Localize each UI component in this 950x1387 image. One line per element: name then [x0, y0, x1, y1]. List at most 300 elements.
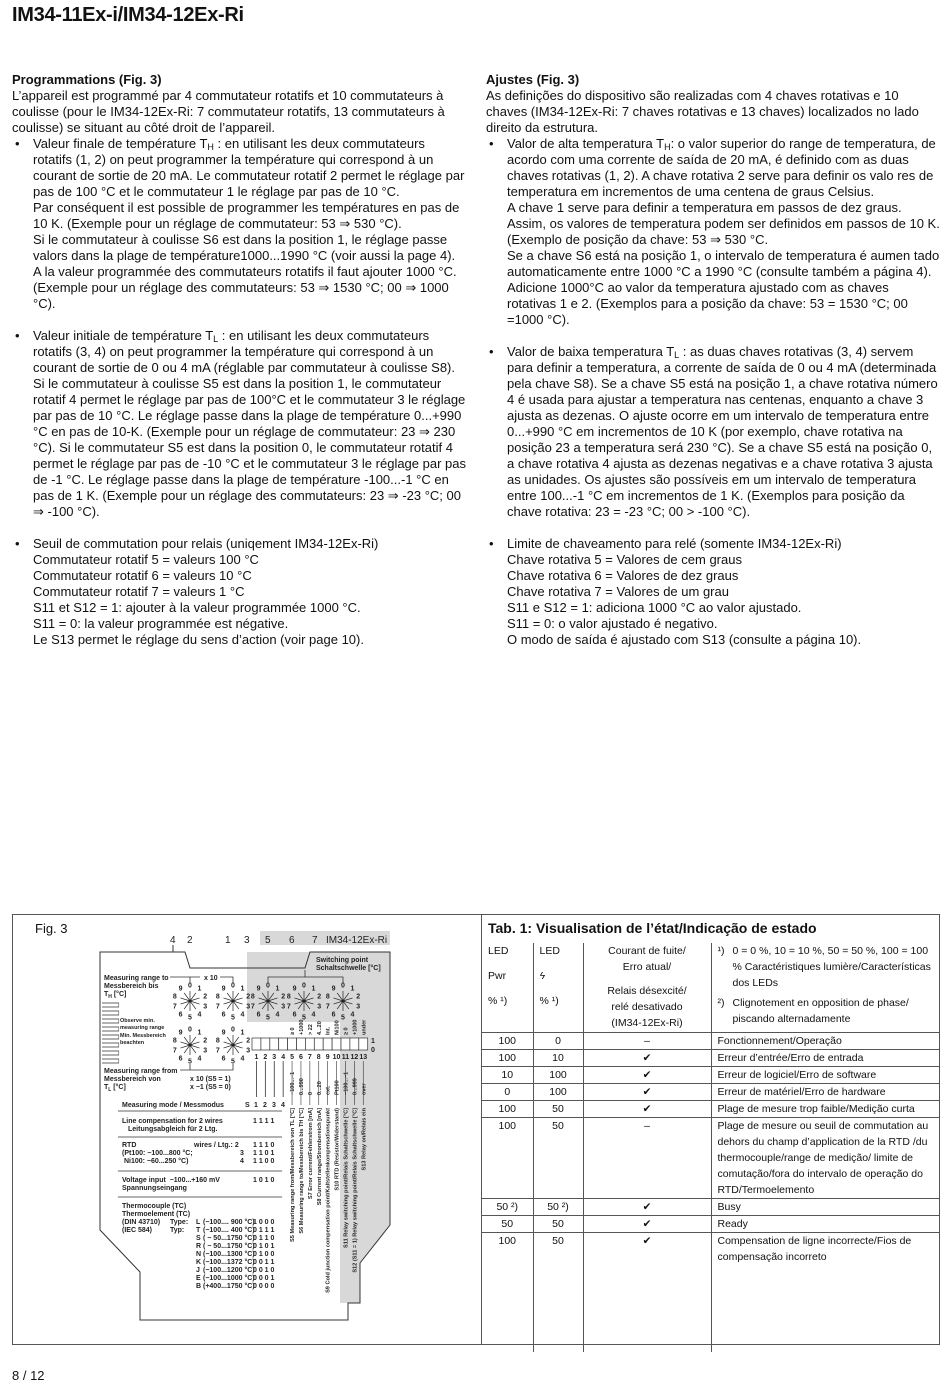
tc-type: S: [196, 1235, 201, 1242]
dial-digit: 0: [266, 982, 270, 990]
rtd-wires: wires / Ltg.: 2: [194, 1142, 239, 1149]
dial-digit: 0: [188, 1026, 192, 1034]
code: 1 0 1 0: [253, 1177, 275, 1184]
slide-switch: [305, 1038, 314, 1050]
dial-digit: 4: [240, 1011, 245, 1019]
switch-top-label: +1000: [298, 1019, 305, 1035]
text-line: Limite de chaveamento para relé (somente IM34-12Ex-Ri): [507, 536, 842, 551]
code: 1 1 0 0: [253, 1158, 275, 1165]
subscript: L: [674, 350, 680, 360]
slide-switch: [252, 1038, 261, 1050]
dial-digit: 1: [350, 985, 355, 993]
text-line: O modo de saída é ajustado com S13 (consulte a página 10).: [507, 632, 862, 647]
dial-digit: 7: [250, 1003, 255, 1011]
switch-bottom-label: Pt100: [334, 1080, 341, 1095]
slide-switch: [261, 1038, 270, 1050]
dial-digit: 9: [178, 985, 183, 993]
tc-type: E: [196, 1275, 201, 1282]
table-row: [482, 1215, 940, 1232]
s-switch-label: S13 Relay on/Relais ein: [361, 1108, 368, 1171]
dial-digit: 3: [317, 1003, 322, 1011]
s-switch-label: S7 Error current/Fehlerstrom [mA]: [307, 1108, 314, 1200]
text-line: S11 et S12 = 1: ajouter à la valeur programmée 1000 °C.: [33, 600, 361, 615]
portuguese-column: [486, 72, 941, 648]
dial-number: 4: [170, 935, 176, 946]
code: 1 1 1 0: [253, 1142, 275, 1149]
switch-top-label: Int.: [325, 1026, 332, 1035]
dial-digit: 1: [240, 985, 245, 993]
table-row: [482, 1049, 940, 1066]
pwr-cell: 100: [482, 1232, 533, 1352]
dial-digit: 1: [197, 985, 202, 993]
code: 0 1 1 0: [253, 1235, 275, 1242]
text-line: Le S13 permet le réglage du sens d’action (voir page 10).: [33, 632, 364, 647]
tc-range: (−100...1300 °C): [203, 1251, 255, 1258]
tc-type: R: [196, 1243, 202, 1250]
dial-digit: 3: [246, 1003, 251, 1011]
description-cell: Plage de mesure trop faible/Medição curta: [711, 1100, 940, 1117]
tc-range: (−100...1372 °C): [203, 1259, 255, 1266]
dial-digit: 5: [188, 1014, 192, 1022]
french-column: [12, 72, 467, 648]
rotary-switch: [173, 983, 207, 1022]
dial-number: 1: [225, 935, 231, 946]
relay-cell: –: [583, 1117, 711, 1198]
code: 0 0 0 1: [253, 1275, 275, 1282]
observe-label: beachten: [120, 1040, 145, 1046]
range-from-label: Messbereich von: [104, 1076, 161, 1083]
code: 1 1 1 1: [253, 1118, 275, 1125]
header-fault-led: LED ϟ % ¹): [533, 943, 583, 1032]
switch-bottom-label: −100...−1: [343, 1071, 350, 1095]
tc-range: ( − 50...1750 °C): [203, 1235, 255, 1242]
text-line: Assim, os valores de temperatura podem ser definidos em passos de 10 K.: [507, 216, 940, 231]
switch-bottom-label: ext.: [325, 1085, 332, 1095]
dial-digit: 4: [240, 1055, 245, 1063]
led-cell: 50: [533, 1100, 583, 1117]
relay-cell: ✔: [583, 1083, 711, 1100]
tc-label: Thermoelement (TC): [122, 1211, 191, 1218]
dial-digit: 2: [317, 993, 322, 1001]
multiplier-label: x 10 (S5 = 1): [190, 1076, 231, 1083]
text-line: Se a chave S6 está na posição 1, o intervalo de temperatura é aumen tado automaticamente entre 1000 °C a 1990 °C (consulte também a página 4). Adicione 1000°C ao valor da temperatura ajustado com as chaves rotativas 1 e 2. (Exemplos para a posição da chave: 53 = 1530 °C; 00 =1000 °C).: [507, 248, 940, 327]
voltage-label: Voltage input −100...+160 mV: [122, 1177, 220, 1184]
dial-digit: 3: [203, 1003, 208, 1011]
slide-switch: [314, 1038, 323, 1050]
multiplier-label: x 10: [204, 975, 218, 982]
dial-digit: 3: [203, 1047, 208, 1055]
tc-range: ( − 50...1750 °C): [203, 1243, 255, 1250]
dial-digit: 9: [221, 1029, 226, 1037]
switch-number: 7: [307, 1054, 312, 1061]
mode-col: S: [245, 1102, 250, 1109]
slide-switch: [350, 1038, 359, 1050]
tc-range: (−100.... 900 °C): [203, 1219, 255, 1226]
observe-label: measuring range: [120, 1025, 165, 1031]
dial-digit: 4: [197, 1055, 202, 1063]
section-heading: Ajustes (Fig. 3): [486, 72, 580, 87]
text-line: A la valeur programmée des commutateurs rotatifs il faut ajouter 1000 °C.: [33, 264, 457, 279]
switch-bottom-label: 0...990: [298, 1078, 305, 1095]
s-switch-label: S8 Current range/Strombereich [mA]: [316, 1108, 323, 1206]
description-cell: Fonctionnement/Operação: [711, 1032, 940, 1049]
bullet-tl: • Valeur initiale de température $T_L$ : en utilisant les deux commutateurs rotatifs (3, 4) on peut programmer la température qui correspond à un courant de sortie de 0 ou 4 mA (réglable par commutateur à coulisse S8). Si le commutateur à coulisse S5 est dans la position 1, le commutateur rotatif 4 permet le réglage par pas de 100°C et le commutateur 3 le réglage par pas de 10 °C. Le réglage passe dans la plage de température 0...+990 °C en pas de 10-K. (Exemple pour un réglage de commutateur: 23 ⇒ 230 °C). Si le commutateur S5 est dans la position 0, le commutateur rotatif 4 permet le réglage par pas de -10 °C et le commutateur 3 le réglage par pas de -1 °C. Le réglage passe dans la plage de température -100...-1 °C en pas de 1 K. (Exemple pour un réglage des commutateurs: 23 ⇒ -23 °C; 00 ⇒ -100 °C).: [15, 328, 466, 519]
bullet-relay: • Seuil de commutation pour relais (uniqement IM34-12Ex-Ri) Commutateur rotatif 5 = valeurs 100 °C Commutateur rotatif 6 = valeurs 10 °C Commutateur rotatif 7 = valeurs 1 °C S11 et S12 = 1: ajouter à la valeur programmée 1000 °C. S11 = 0: la valeur programmée est négative. Le S13 permet le réglage du sens d’action (voir page 10).: [12, 536, 467, 648]
switch-number: 1: [254, 1054, 259, 1061]
dial-digit: 1: [197, 1029, 202, 1037]
status-table: [482, 915, 940, 1345]
text-line: Commutateur rotatif 5 = valeurs 100 °C: [33, 552, 259, 567]
slide-switch: [359, 1038, 368, 1050]
text: Valor de alta temperatura T: [507, 136, 665, 151]
dial-digit: 5: [188, 1058, 192, 1066]
pwr-cell: 100: [482, 1032, 533, 1049]
code: 0 1 0 0: [253, 1251, 275, 1258]
text-line: S11 = 0: la valeur programmée est négative.: [33, 616, 289, 631]
table-row: [482, 1198, 940, 1215]
pwr-cell: 10: [482, 1066, 533, 1083]
lightning-icon: ϟ: [539, 970, 546, 982]
switch-top-label: ≥ 0: [343, 1027, 350, 1035]
slide-switch: [279, 1038, 288, 1050]
rtd-wires: 4: [240, 1158, 244, 1165]
intro-paragraph: L’appareil est programmé par 4 commutateur rotatifs et 10 commutateurs à coulisse (pour le IM34-12Ex-Ri: 7 commutateur rotatifs, 13 commutateurs à coulisse) se situant au côté droit de l’appareil.: [12, 88, 445, 135]
text-line: Chave rotativa 6 = Valores de dez graus: [507, 568, 739, 583]
pwr-cell: 50 ²): [482, 1198, 533, 1215]
text: : en utilisant les deux commutateurs rotatifs (1, 2) on peut programmer la température qui correspond à un courant de sortie de 20 mA. Le commutateur rotatif 2 permet le réglage par pas de 100 °C et le commutateur 1 le réglage par pas de 10 °C.: [33, 136, 465, 199]
tc-type: K: [196, 1259, 202, 1266]
switch-number: 13: [359, 1054, 368, 1061]
switch-top-label: +1000: [352, 1019, 359, 1035]
description-cell: Plage de mesure ou seuil de commutation au dehors du champ d’application de la RTD /du thermocouple/range de medição/ limite de comutação/fora do intervalo de operação do RTD/Termoelemento: [711, 1117, 940, 1198]
dial-digit: 6: [292, 1011, 297, 1019]
dial-digit: 9: [256, 985, 261, 993]
bullet-th: • Valeur finale de température $T_H$ : en utilisant les deux commutateurs rotatifs (1, 2) on peut programmer la température qui correspond à un courant de sortie de 20 mA. Le commutateur rotatif 2 permet le réglage par pas de 100 °C et le commutateur 1 le réglage par pas de 10 °C. Par conséquent il est possible de programmer les températures en pas de 10 K. (Exemple pour un réglage de commutateur: 53 ⇒ 530 °C). Si le commutateur à coulisse S6 est dans la position 1, le réglage passe valors dans la plage de température1000...1990 °C (voir aussi la page 4). A la valeur programmée des commutateurs rotatifs il faut ajouter 1000 °C. (Exemple pour un réglage des commutateurs: 53 ⇒ 1530 °C; 00 ⇒ 1000 °C).: [12, 136, 467, 312]
text-line: Commutateur rotatif 7 = valeurs 1 °C: [33, 584, 245, 599]
switch-number: 10: [332, 1054, 341, 1061]
switch-bottom-label: 0...20: [316, 1081, 323, 1095]
header-pwr: LED Pwr % ¹): [488, 945, 509, 1007]
table-row: [482, 1232, 940, 1352]
voltage-label: Spannungseingang: [122, 1185, 187, 1192]
dial-number: 7: [312, 935, 318, 946]
tc-type: T: [196, 1227, 201, 1234]
text-line: Si le commutateur à coulisse S6 est dans la position 1, le réglage passe valors dans la plage de température1000...1990 °C (voir aussi la page 4).: [33, 232, 456, 263]
description-cell: Ready: [711, 1215, 940, 1232]
dial-digit: 7: [215, 1003, 220, 1011]
intro-paragraph: As definições do dispositivo são realizadas com 4 chaves rotativas e 10 chaves (IM34-12Ex-Ri: 7 chaves rotativas e 13 chaves) localizados no lado direito da estrutura.: [486, 88, 919, 135]
relay-cell: ✔: [583, 1049, 711, 1066]
switching-point-label: Schaltschwelle [°C]: [316, 965, 381, 972]
dial-digit: 0: [341, 982, 345, 990]
relay-cell: ✔: [583, 1215, 711, 1232]
code: 0 0 1 0: [253, 1267, 275, 1274]
switch-bottom-label: 0: [307, 1091, 314, 1095]
text-line: S11 = 0: o valor ajustado é negativo.: [507, 616, 718, 631]
code: 0 0 1 1: [253, 1259, 275, 1266]
figure-label: Fig. 3: [35, 921, 68, 936]
description-cell: Erreur de matériel/Erro de hardware: [711, 1083, 940, 1100]
relay-cell: ✔: [583, 1232, 711, 1352]
text: Valeur initiale de température T: [33, 328, 214, 343]
dial-digit: 9: [221, 985, 226, 993]
subscript: L: [213, 334, 219, 344]
dial-digit: 2: [281, 993, 286, 1001]
subscript: H: [207, 142, 214, 152]
rtd-label: RTD: [122, 1142, 137, 1149]
switch-position: 1: [371, 1038, 375, 1045]
dial-digit: 7: [215, 1047, 220, 1055]
text-line: Par conséquent il est possible de programmer les températures en pas de 10 K. (Exemple pour un réglage de commutateur: 53 ⇒ 530 °C).: [33, 200, 460, 231]
relay-cell: ✔: [583, 1066, 711, 1083]
dial-digit: 6: [178, 1011, 183, 1019]
pwr-cell: 100: [482, 1100, 533, 1117]
dial-digit: 2: [246, 1037, 251, 1045]
tc-type: B: [196, 1283, 202, 1290]
text: : o valor superior do range de temperatura, de acordo com uma corrente de saída de 20 mA, é definido com as duas chaves rotativas (1, 2). A chave rotativa 2 serve para definir os valo res de temperatura em incrementos de uma centena de graus Celsius.: [507, 136, 936, 199]
line-comp-label: Line compensation for 2 wires: [122, 1118, 223, 1125]
section-heading: Programmations (Fig. 3): [12, 72, 162, 87]
bullet-th: • Valor de alta temperatura $T_H$: o valor superior do range de temperatura, de acordo com uma corrente de saída de 20 mA, é definido com as duas chaves rotativas (1, 2). A chave rotativa 2 serve para definir os valo res de temperatura em incrementos de uma centena de graus Celsius. A chave 1 serve para definir a temperatura em passos de dez graus. Assim, os valores de temperatura podem ser definidos em passos de 10 K. (Exemplo de posição da chave: 53 ⇒ 530 °C. Se a chave S6 está na posição 1, o intervalo de temperatura é aumen tado automaticamente entre 1000 °C a 1990 °C (consulte também a página 4). Adicione 1000°C ao valor da temperatura ajustado com as chaves rotativas 1 e 2. (Exemplos para a posição da chave: 53 = 1530 °C; 00 =1000 °C).: [489, 136, 940, 327]
table-header: [482, 943, 940, 1032]
switch-top-label: under: [361, 1019, 368, 1035]
description-cell: Erreur de logiciel/Erro de software: [711, 1066, 940, 1083]
dial-digit: 4: [311, 1011, 316, 1019]
switch-number: 5: [290, 1054, 295, 1061]
table-title: Tab. 1: Visualisation de l’état/Indicação de estado: [488, 920, 817, 936]
rotary-switch: [216, 983, 250, 1022]
mode-col: 4: [281, 1102, 285, 1109]
tc-label: (IEC 584): [122, 1227, 152, 1234]
switch-number: 4: [281, 1054, 286, 1061]
led-cell: 100: [533, 1066, 583, 1083]
tc-range: (−100...1000 °C): [203, 1275, 255, 1282]
led-cell: 50: [533, 1232, 583, 1352]
tc-range: (+400...1750 °C): [203, 1283, 255, 1290]
range-from-label: $T_L$ [°C]: [104, 1084, 126, 1093]
pwr-cell: 100: [482, 1049, 533, 1066]
text-line: Commutateur rotatif 6 = valeurs 10 °C: [33, 568, 252, 583]
mode-col: 3: [272, 1102, 276, 1109]
slide-switch: [332, 1038, 341, 1050]
dial-digit: 8: [325, 993, 330, 1001]
tc-range: (−100.... 400 °C): [203, 1227, 255, 1234]
page-number: 8 / 12: [12, 1368, 45, 1383]
pwr-cell: 0: [482, 1083, 533, 1100]
range-to-label: $T_H$ [°C]: [104, 991, 127, 1000]
observe-label: Min. Messbereich: [120, 1033, 166, 1039]
led-cell: 0: [533, 1032, 583, 1049]
dial-digit: 9: [292, 985, 297, 993]
switch-top-label: 4...20: [316, 1021, 323, 1035]
range-from-label: Measuring range from: [104, 1068, 178, 1075]
text-line: Chave rotativa 7 = Valores de um grau: [507, 584, 729, 599]
table-row: [482, 1117, 940, 1198]
switch-number: 2: [263, 1054, 268, 1061]
rtd-range: (Pt100: −100...800 °C;: [122, 1150, 193, 1157]
bullet-tl: • Valor de baixa temperatura $T_L$ : as duas chaves rotativas (3, 4) servem para definir a temperatura, a corrente de saída de 0 ou 4 mA (determinada pela chave S8). Se a chave S5 está na posição 1, a chave rotativa número 4 é usada para ajustar a temperatura nas centenas, enquanto a chave 3 ajusta as dezenas. O ajuste ocorre em um intervalo de temperatura entre 0...+990 °C em incrementos de 10 K (por exemplo, chave rotativa na posição 23 a temperatura será 230 °C). Se a chave S5 está na posição 0, a chave rotativa 4 ajusta as dezenas negativas e a chave rotativa 3 ajusta as unidades. Os ajustes são possíveis em um intervalo de temperatura entre 100...-1 °C em incrementos de 1 K. (Exemplos para posição da chave rotativa: 23 = -23 °C; 00 > -100 °C).: [489, 344, 938, 519]
tc-label: Typ:: [170, 1227, 185, 1234]
text: : as duas chaves rotativas (3, 4) servem para definir a temperatura, a corrente de saída de 0 ou 4 mA (determinada pela chave S8). Se a chave S5 está na posição 1, a chave rotativa número 4 é usada para ajustar a temperatura nas centenas, enquanto a chave 3 ajusta as dezenas. O ajuste ocorre em um intervalo de temperatura entre 0...+990 °C em incrementos de 10 K (por exemplo, chave rotativa na posição 23 a temperatura será 230 °C). Se a chave S5 está na posição 0, a chave rotativa 4 ajusta as dezenas negativas e a chave rotativa 3 ajusta as unidades. Os ajustes são possíveis em um intervalo de temperatura entre 100...-1 °C em incrementos de 1 K. (Exemplos para posição da chave rotativa: 23 = -23 °C; 00 > -100 °C).: [507, 344, 938, 519]
tc-type: N: [196, 1251, 202, 1258]
dial-digit: 5: [231, 1058, 235, 1066]
tc-type: J: [196, 1267, 200, 1274]
dial-digit: 7: [325, 1003, 330, 1011]
line-comp-label: Leitungsabgleich für 2 Ltg.: [128, 1126, 218, 1133]
dial-digit: 1: [275, 985, 280, 993]
switch-number: 3: [272, 1054, 277, 1061]
text-line: Seuil de commutation pour relais (uniqement IM34-12Ex-Ri): [33, 536, 379, 551]
dial-digit: 8: [215, 1037, 220, 1045]
dial-digit: 7: [286, 1003, 291, 1011]
dial-digit: 1: [311, 985, 316, 993]
led-table: [482, 943, 940, 1352]
dial-digit: 2: [203, 1037, 208, 1045]
pwr-cell: 100: [482, 1117, 533, 1198]
dial-digit: 3: [356, 1003, 361, 1011]
switch-top-label: Ni100: [334, 1020, 341, 1035]
dial-digit: 6: [221, 1011, 226, 1019]
tc-label: Thermocouple (TC): [122, 1203, 187, 1210]
led-cell: 10: [533, 1049, 583, 1066]
rtd-wires: 3: [240, 1150, 244, 1157]
tc-label: (DIN 43710): [122, 1219, 161, 1226]
dial-digit: 5: [231, 1014, 235, 1022]
s-switch-label: S9 Cold junction compensation point/Kaltstellenkompensationspunkt: [325, 1108, 332, 1293]
dial-digit: 8: [286, 993, 291, 1001]
rotary-switch: [216, 1027, 250, 1066]
code: 1 0 0 0: [253, 1219, 275, 1226]
dial-digit: 8: [172, 1037, 177, 1045]
dial-digit: 0: [188, 982, 192, 990]
switch-diagram: [90, 925, 400, 1340]
switch-bottom-label: −100...−1: [290, 1071, 297, 1095]
dial-number: 2: [187, 935, 193, 946]
dial-digit: 0: [231, 1026, 235, 1034]
description-cell: Erreur d’entrée/Erro de entrada: [711, 1049, 940, 1066]
slide-switch: [270, 1038, 279, 1050]
dial-digit: 7: [172, 1047, 177, 1055]
switch-bottom-label: 0...999: [352, 1078, 359, 1095]
switch-position: 0: [371, 1047, 375, 1054]
range-to-label: Messbereich bis: [104, 983, 159, 990]
slide-switch: [323, 1038, 332, 1050]
rotary-switch: [173, 1027, 207, 1066]
switch-top-label: ≥ 0: [290, 1027, 297, 1035]
dial-digit: 4: [275, 1011, 280, 1019]
mode-title: Measuring mode / Messmodus: [122, 1102, 224, 1109]
led-cell: 50: [533, 1117, 583, 1198]
relay-cell: ✔: [583, 1198, 711, 1215]
dial-number: 6: [289, 935, 295, 946]
dial-digit: 7: [172, 1003, 177, 1011]
code: 1 1 0 1: [253, 1150, 275, 1157]
bullet-relay: • Limite de chaveamento para relé (somente IM34-12Ex-Ri) Chave rotativa 5 = Valores de cem graus Chave rotativa 6 = Valores de dez graus Chave rotativa 7 = Valores de um grau S11 e S12 = 1: adiciona 1000 °C ao valor ajustado. S11 = 0: o valor ajustado é negativo. O modo de saída é ajustado com S13 (consulte a página 10).: [486, 536, 941, 648]
mode-col: 1: [254, 1102, 258, 1109]
text-line: (Exemplo de posição da chave: 53 ⇒ 530 °C.: [507, 232, 769, 247]
dial-digit: 4: [350, 1011, 355, 1019]
dial-digit: 2: [203, 993, 208, 1001]
code: 0 1 1 1: [253, 1227, 275, 1234]
observe-label: Observe min.: [120, 1018, 155, 1024]
switch-top-label: > 22: [307, 1024, 314, 1035]
code: 0 1 0 1: [253, 1243, 275, 1250]
tc-type: L: [196, 1219, 201, 1226]
s-switch-label: S12 (S11 = 1) Relay switching point/Relais Schaltschwelle [°C]: [352, 1108, 359, 1273]
switch-bottom-label: over: [361, 1083, 368, 1095]
led-cell: 50 ²): [533, 1198, 583, 1215]
dial-digit: 4: [197, 1011, 202, 1019]
dial-digit: 3: [246, 1047, 251, 1055]
slide-switch: [288, 1038, 297, 1050]
tc-range: (−100...1200 °C): [203, 1267, 255, 1274]
tc-label: Type:: [170, 1219, 189, 1226]
dial-digit: 0: [231, 982, 235, 990]
switch-number: 11: [341, 1054, 350, 1061]
header-notes: ¹) 0 = 0 %, 10 = 10 %, 50 = 50 %, 100 = 100 % Caractéristiques lumière/Características dos LEDs ²) Clignotement en opposition de phase/ piscando alternadamente: [711, 943, 940, 1032]
switching-point-label: Switching point: [316, 957, 369, 964]
dial-number: 3: [244, 935, 250, 946]
switch-number: 9: [325, 1054, 330, 1061]
rtd-range: Ni100: −60...250 °C): [122, 1158, 189, 1165]
dial-digit: 2: [356, 993, 361, 1001]
dial-digit: 6: [221, 1055, 226, 1063]
dial-digit: 3: [281, 1003, 286, 1011]
dial-digit: 0: [302, 982, 306, 990]
dial-digit: 9: [331, 985, 336, 993]
led-cell: 100: [533, 1083, 583, 1100]
dial-number: 5: [265, 935, 271, 946]
pwr-cell: 50: [482, 1215, 533, 1232]
text-line: (Exemple pour un réglage des commutateurs: 53 ⇒ 1530 °C; 00 ⇒ 1000 °C).: [33, 280, 449, 311]
slide-switch: [341, 1038, 350, 1050]
switch-number: 8: [316, 1054, 321, 1061]
table-row: [482, 1100, 940, 1117]
led-cell: 50: [533, 1215, 583, 1232]
text: : en utilisant les deux commutateurs rotatifs (3, 4) on peut programmer la température qui correspond à un courant de sortie de 0 ou 4 mA (réglable par commutateur à coulisse S8). Si le commutateur à coulisse S5 est dans la position 1, le commutateur rotatif 4 permet le réglage par pas de 100°C et le commutateur 3 le réglage par pas de 10 °C. Le réglage passe dans la plage de température 0...+990 °C en pas de 10-K. (Exemple pour un réglage de commutateur: 23 ⇒ 230 °C). Si le commutateur S5 est dans la position 0, le commutateur rotatif 4 permet le réglage par pas de -10 °C et le commutateur 3 le réglage par pas de -1 °C. Le réglage passe dans la plage de température -100...-1 °C en pas de 1 K. (Exemple pour un réglage des commutateurs: 23 ⇒ -23 °C; 00 ⇒ -100 °C).: [33, 328, 466, 519]
text-line: S11 e S12 = 1: adiciona 1000 °C ao valor ajustado.: [507, 600, 802, 615]
s-switch-label: S6 Measuring range to/Messbereich bis TH [°C]: [298, 1108, 305, 1234]
switch-number: 6: [298, 1054, 303, 1061]
dial-digit: 9: [178, 1029, 183, 1037]
dial-digit: 6: [331, 1011, 336, 1019]
header-relay: Courant de fuite/ Erro atual/ Relais désexcité/ relé desativado (IM34-12Ex-Ri): [583, 943, 711, 1032]
dial-digit: 8: [172, 993, 177, 1001]
mode-col: 2: [263, 1102, 267, 1109]
s-switch-label: S10 RTD (Resistor/Widerstand): [334, 1108, 341, 1191]
model-label: IM34-12Ex-Ri: [326, 935, 388, 946]
dial-digit: 1: [240, 1029, 245, 1037]
subscript: H: [664, 142, 671, 152]
table-row: [482, 1066, 940, 1083]
dial-digit: 8: [250, 993, 255, 1001]
table-row: [482, 1032, 940, 1049]
dial-digit: 8: [215, 993, 220, 1001]
relay-cell: ✔: [583, 1100, 711, 1117]
relay-cell: –: [583, 1032, 711, 1049]
description-cell: Busy: [711, 1198, 940, 1215]
s-switch-label: S5 Measuring range from/Messbereich von TL [°C]: [290, 1108, 297, 1242]
range-to-label: Measuring range to: [104, 975, 169, 982]
multiplier-label: x −1 (S5 = 0): [190, 1084, 231, 1091]
text: Valor de baixa temperatura T: [507, 344, 675, 359]
s-switch-label: S11 Relay switching point/Relais Schaltschwelle [°C]: [343, 1108, 350, 1248]
dial-digit: 5: [302, 1014, 306, 1022]
text-line: A chave 1 serve para definir a temperatura em passos de dez graus.: [507, 200, 902, 215]
slide-switch: [297, 1038, 306, 1050]
dial-digit: 5: [341, 1014, 345, 1022]
table-row: [482, 1083, 940, 1100]
